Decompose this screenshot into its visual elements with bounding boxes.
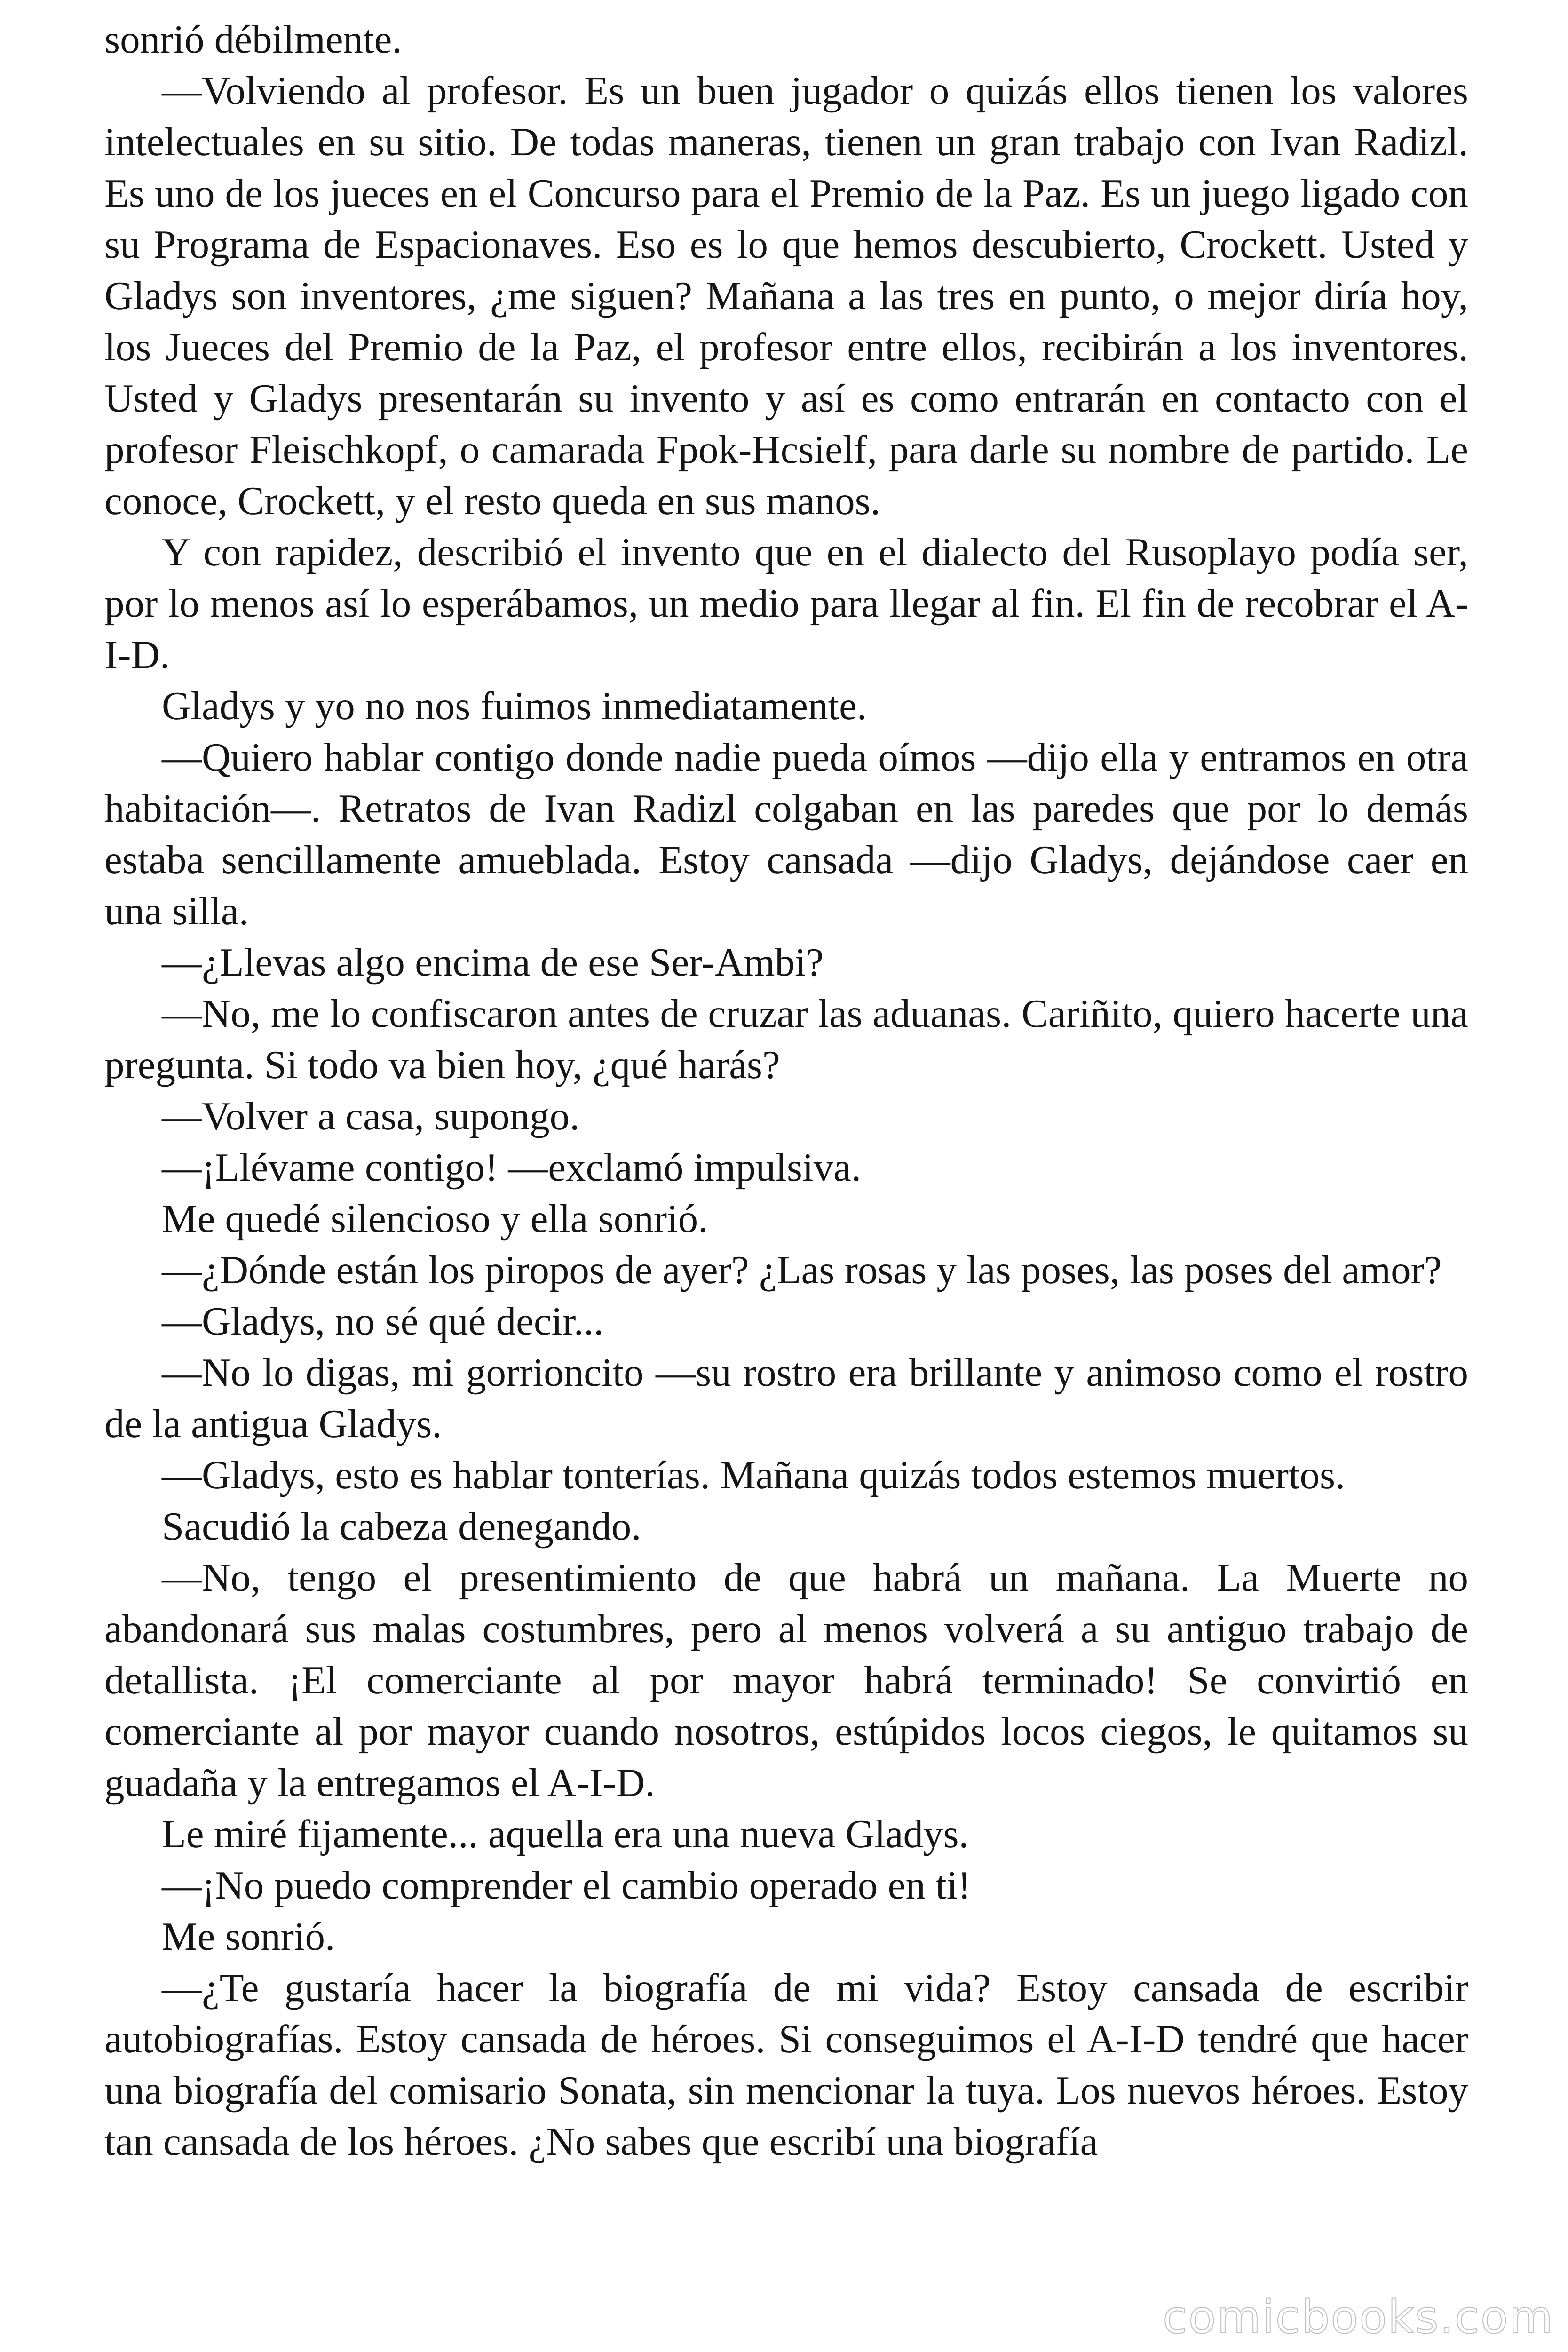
paragraph: —No, me lo confiscaron antes de cruzar las aduanas. Cariñito, quiero hacerte una pregunta. Si todo va bien hoy, ¿qué harás?	[104, 992, 1468, 1087]
paragraph: sonrió débilmente.	[104, 17, 402, 62]
paragraph: Me sonrió.	[162, 1915, 335, 1959]
paragraph: Sacudió la cabeza denegando.	[162, 1504, 641, 1549]
paragraph: —Quiero hablar contigo donde nadie pueda oímos —dijo ella y entramos en otra habitación—. Retratos de Ivan Radizl colgaban en las paredes que por lo demás estaba sencillamente amueblada. Estoy cansada —dijo Gladys, dejándose caer en una silla.	[104, 735, 1468, 933]
paragraph: —Gladys, no sé qué decir...	[162, 1299, 604, 1343]
page-body-text	[104, 14, 1468, 2168]
paragraph: —¡No puedo comprender el cambio operado en ti!	[162, 1863, 971, 1907]
paragraph: —¿Dónde están los piropos de ayer? ¿Las rosas y las poses, las poses del amor?	[162, 1248, 1442, 1292]
paragraph: Le miré fijamente... aquella era una nueva Gladys.	[162, 1812, 969, 1856]
paragraph: —¿Te gustaría hacer la biografía de mi vida? Estoy cansada de escribir autobiografías. Estoy cansada de héroes. Si conseguimos el A-I-D tendré que hacer una biografía del comisario Sonata, sin mencionar la tuya. Los nuevos héroes. Estoy tan cansada de los héroes. ¿No sabes que escribí una biografía	[104, 1966, 1468, 2164]
paragraph: —Gladys, esto es hablar tonterías. Mañana quizás todos estemos muertos.	[162, 1453, 1346, 1497]
watermark: comicbooks.com	[1162, 2291, 1554, 2344]
paragraph: —¡Llévame contigo! —exclamó impulsiva.	[162, 1145, 862, 1190]
paragraph: Gladys y yo no nos fuimos inmediatamente.	[162, 684, 867, 728]
paragraph: —Volviendo al profesor. Es un buen jugador o quizás ellos tienen los valores intelectuales en su sitio. De todas maneras, tienen un gran trabajo con Ivan Radizl. Es uno de los jueces en el Concurso para el Premio de la Paz. Es un juego ligado con su Programa de Espacionaves. Eso es lo que hemos descubierto, Crockett. Usted y Gladys son inventores, ¿me siguen? Mañana a las tres en punto, o mejor diría hoy, los Jueces del Premio de la Paz, el profesor entre ellos, recibirán a los inventores. Usted y Gladys presentarán su invento y así es como entrarán en contacto con el profesor Fleischkopf, o camarada Fpok-Hcsielf, para darle su nombre de partido. Le conoce, Crockett, y el resto queda en sus manos.	[104, 69, 1468, 523]
paragraph: —¿Llevas algo encima de ese Ser-Ambi?	[162, 940, 824, 985]
paragraph: —No, tengo el presentimiento de que habrá un mañana. La Muerte no abandonará sus malas costumbres, pero al menos volverá a su antiguo trabajo de detallista. ¡El comerciante al por mayor habrá terminado! Se convirtió en comerciante al por mayor cuando nosotros, estúpidos locos ciegos, le quitamos su guadaña y la entregamos el A-I-D.	[104, 1556, 1468, 1805]
paragraph: —Volver a casa, supongo.	[162, 1094, 580, 1138]
paragraph: —No lo digas, mi gorrioncito —su rostro era brillante y animoso como el rostro de la antigua Gladys.	[104, 1351, 1468, 1446]
paragraph: Me quedé silencioso y ella sonrió.	[162, 1197, 708, 1241]
paragraph: Y con rapidez, describió el invento que en el dialecto del Rusoplayo podía ser, por lo menos así lo esperábamos, un medio para llegar al fin. El fin de recobrar el A-I-D.	[104, 530, 1468, 677]
